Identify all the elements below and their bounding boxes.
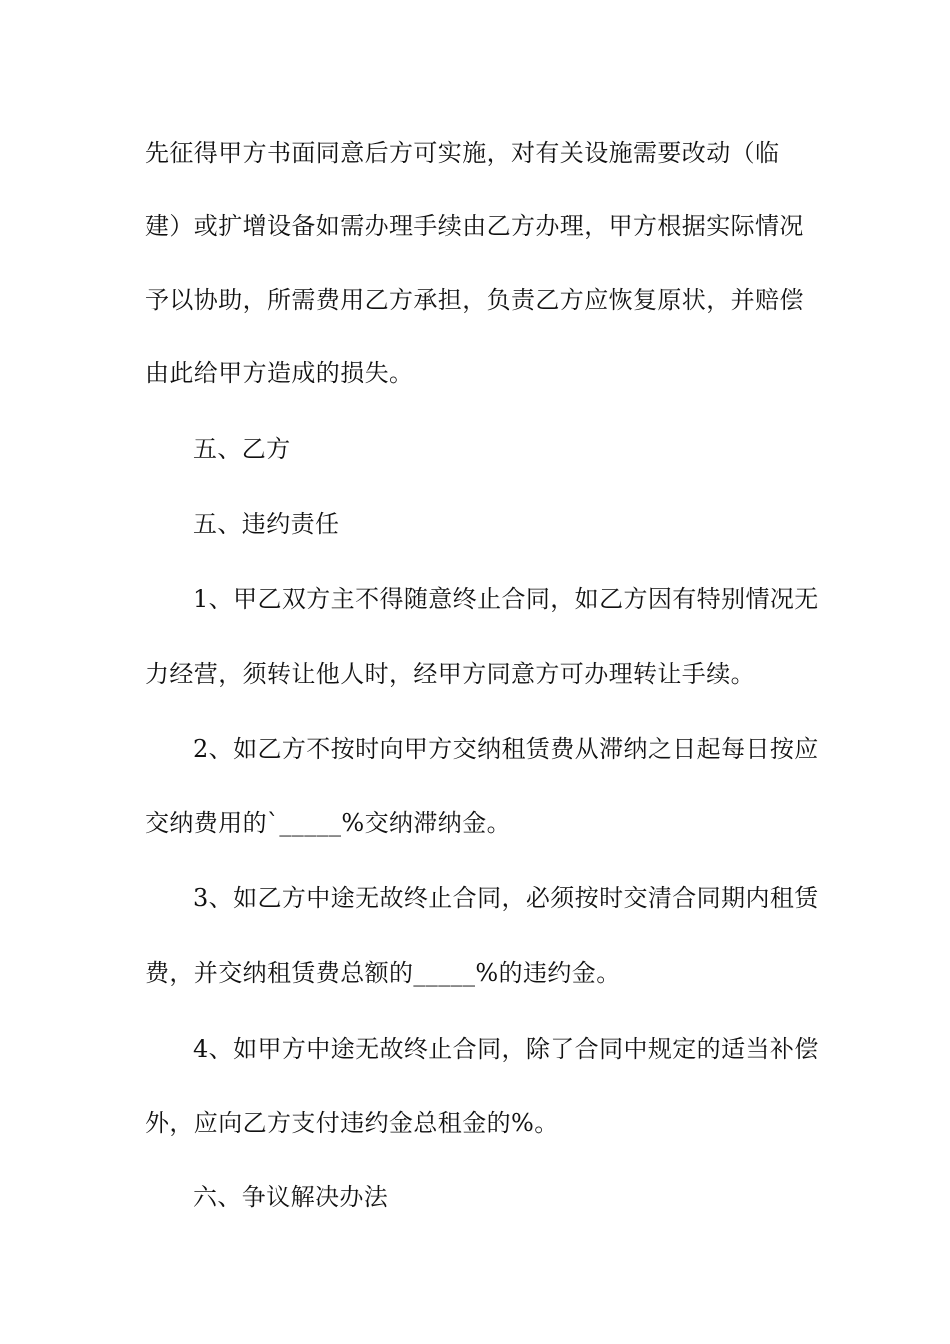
clause-line: 2、如乙方不按时向甲方交纳租赁费从滞纳之日起每日按应: [193, 735, 819, 763]
paragraph-line: 外，应向乙方支付违约金总租金的%。: [145, 1109, 559, 1137]
section-heading: 五、违约责任: [193, 510, 340, 538]
paragraph-line: 交纳费用的`_____%交纳滞纳金。: [145, 809, 512, 837]
paragraph-line: 先征得甲方书面同意后方可实施，对有关设施需要改动（临: [145, 139, 780, 167]
section-heading: 五、乙方: [193, 435, 291, 463]
clause-line: 1、甲乙双方主不得随意终止合同，如乙方因有特别情况无: [193, 585, 819, 613]
section-heading: 六、争议解决办法: [193, 1183, 389, 1211]
paragraph-line: 费，并交纳租赁费总额的_____%的违约金。: [145, 959, 621, 987]
paragraph-line: 予以协助，所需费用乙方承担，负责乙方应恢复原状，并赔偿: [145, 286, 804, 314]
paragraph-line: 建）或扩增设备如需办理手续由乙方办理，甲方根据实际情况: [145, 212, 804, 240]
paragraph-line: 由此给甲方造成的损失。: [145, 359, 414, 387]
clause-line: 4、如甲方中途无故终止合同，除了合同中规定的适当补偿: [193, 1035, 819, 1063]
clause-line: 3、如乙方中途无故终止合同，必须按时交清合同期内租赁: [193, 884, 819, 912]
paragraph-line: 力经营，须转让他人时，经甲方同意方可办理转让手续。: [145, 660, 755, 688]
